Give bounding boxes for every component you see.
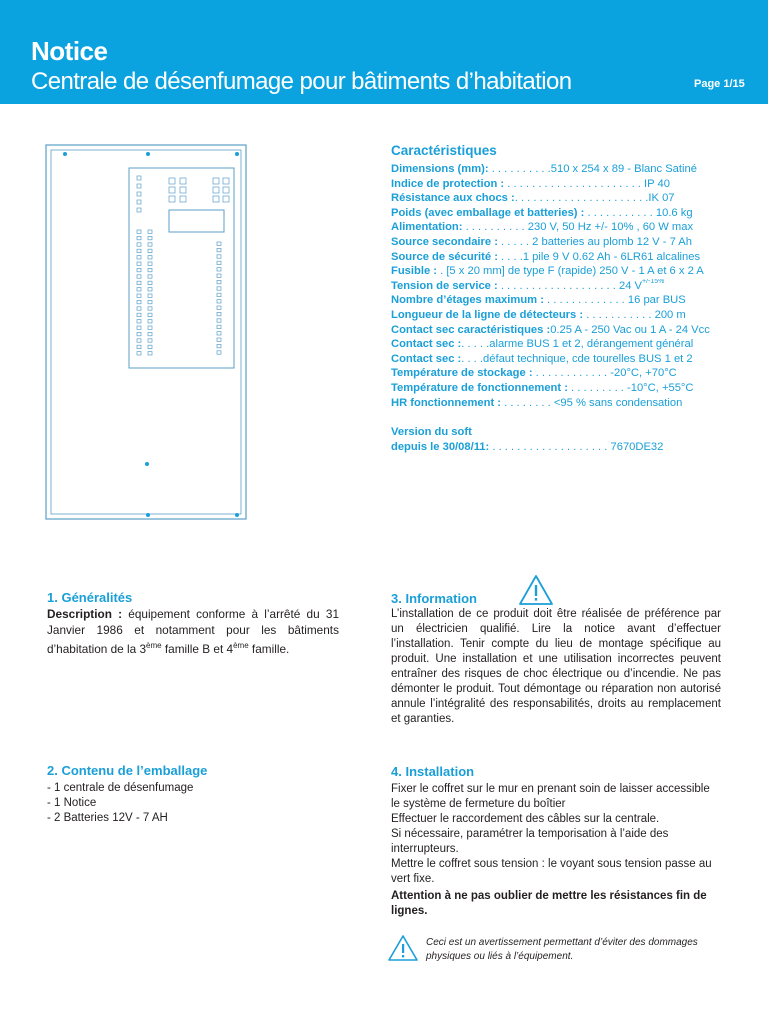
page-number: Page 1/15 [694, 78, 745, 90]
characteristics-heading: Caractéristiques [391, 143, 497, 158]
spec-row [391, 308, 721, 323]
spec-value: -20°C, +70°C [607, 367, 677, 380]
spec-key: Longueur de la ligne de détecteurs : [391, 308, 584, 321]
section-contents-title: 2. Contenu de l’emballage [47, 763, 208, 778]
spec-value: 510 x 254 x 89 - Blanc Satiné [550, 163, 697, 175]
spec-value: [5 x 20 mm] de type F (rapide) 250 V - 1 A et 6 x 2 A [443, 265, 704, 278]
spec-key: Indice de protection : [391, 177, 505, 190]
installation-line: Si nécessaire, paramétrer la temporisation à l’aide des interrupteurs. [391, 828, 669, 855]
spec-value: 200 m [651, 308, 686, 321]
spec-row [391, 381, 721, 396]
section-installation-title: 4. Installation [391, 764, 475, 779]
spec-key: Alimentation: [391, 221, 463, 234]
spec-dots: . . . . [497, 250, 523, 263]
spec-value: 2 batteries au plomb 12 V - 7 Ah [529, 235, 692, 248]
spec-row [391, 264, 721, 279]
installation-text [391, 782, 721, 919]
spec-dots: . . . . . . . . . [567, 381, 624, 394]
description-text: famille B et 4 [161, 641, 234, 656]
spec-key: Source secondaire : [391, 235, 498, 248]
spec-row [391, 396, 721, 411]
spec-value: 24 V [615, 279, 642, 292]
general-description [47, 607, 339, 657]
spec-key: Poids (avec emballage et batteries) : [391, 206, 585, 219]
contents-item: - 1 Notice [47, 797, 97, 809]
contents-item: - 1 centrale de désenfumage [47, 782, 194, 794]
spec-dots: . . . . . . . . . . [462, 221, 525, 234]
spec-dots: . . . . . [461, 338, 490, 351]
spec-value: IK 07 [648, 192, 675, 205]
installation-line: Fixer le coffret sur le mur en prenant soin de laisser accessible le système de fermeture du boîtier [391, 783, 710, 810]
spec-dots: . [437, 265, 444, 278]
spec-row [391, 323, 721, 338]
spec-row [391, 177, 721, 192]
characteristics-list [391, 162, 721, 410]
spec-dots: . . . . . [497, 235, 530, 248]
installation-line: Mettre le coffret sous tension : le voyant sous tension passe au vert fixe. [391, 858, 712, 885]
spec-value: 16 par BUS [624, 294, 686, 307]
installation-warning: Attention à ne pas oublier de mettre les résistances fin de lignes. [391, 890, 707, 917]
soft-version-value: 7670DE32 [610, 441, 664, 453]
spec-dots: . . . . . . . . . . . . [532, 367, 608, 380]
spec-key: Contact sec : [391, 338, 462, 351]
spec-key: Source de sécurité : [391, 250, 498, 263]
spec-row [391, 250, 721, 265]
superscript: ème [146, 641, 162, 650]
spec-value: 0.25 A - 250 Vac ou 1 A - 24 Vcc [550, 323, 710, 336]
soft-dots: . . . . . . . . . . . . . . . . . . . [489, 441, 611, 453]
spec-value: IP 40 [640, 177, 670, 190]
spec-value: -10°C, +55°C [623, 381, 694, 394]
spec-row [391, 162, 721, 177]
spec-dots: . . . . . . . . . . [488, 163, 551, 175]
description-label: Description : [47, 607, 123, 621]
soft-row [391, 440, 721, 455]
spec-key: Nombre d’étages maximum : [391, 294, 544, 307]
spec-row [391, 191, 721, 206]
spec-key: HR fonctionnement : [391, 396, 502, 409]
description-text: équipement conforme à l’arrêté du 31 Janvier 1986 et notamment pour les bâtiments d’habitation de la 3 [47, 607, 339, 656]
soft-label: Version du soft [391, 426, 472, 438]
spec-row [391, 206, 721, 221]
spec-key: Résistance aux chocs : [391, 192, 515, 205]
spec-row [391, 293, 721, 308]
information-text: L’installation de ce produit doit être réalisée de préférence par un électricien qualifié. Lire la notice avant d’effectuer l’installation. Tenir compte du lieu de montage spécifique au produit. Une installation et une utilisation incorrectes peuvent entraîner des risques de choc électrique ou d’incendie. Ne pas démonter le produit. Tout démontage ou réparation non autorisé annule l’intégralité des responsabilités, droits au remplacement et garanties. [391, 608, 721, 725]
spec-key: Dimensions (mm): [391, 163, 489, 175]
spec-dots: . . . . [461, 352, 484, 365]
warning-triangle-icon [387, 934, 419, 962]
spec-key: Contact sec : [391, 352, 462, 365]
spec-value: alarme BUS 1 et 2, dérangement général [489, 338, 694, 351]
installation-line: Effectuer le raccordement des câbles sur la centrale. [391, 813, 660, 825]
spec-row [391, 337, 721, 352]
warning-triangle-icon [518, 574, 554, 606]
software-version [391, 425, 721, 455]
spec-key: Fusible : [391, 265, 437, 278]
spec-superscript: +/-15% [641, 278, 665, 286]
page-subtitle: Centrale de désenfumage pour bâtiments d’habitation [31, 68, 572, 95]
spec-dots: . . . . . . . . [501, 396, 551, 409]
spec-value: 1 pile 9 V 0.62 Ah - 6LR61 alcalines [522, 250, 701, 263]
spec-key: Contact sec caractéristiques : [391, 323, 551, 336]
spec-value: 230 V, 50 Hz +/- 10% , 60 W max [524, 221, 694, 234]
superscript: ème [233, 641, 249, 650]
page-title: Notice [31, 36, 108, 66]
section-information-title: 3. Information [391, 591, 477, 606]
spec-key: Tension de service : [391, 279, 498, 292]
spec-value: <95 % sans condensation [550, 396, 683, 409]
header-band [0, 0, 768, 104]
spec-dots: . . . . . . . . . . . . . . . . . . . [497, 279, 616, 292]
soft-date: depuis le 30/08/11: [391, 441, 490, 453]
spec-row [391, 279, 721, 294]
section-general-title: 1. Généralités [47, 590, 133, 605]
description-text: famille. [248, 641, 290, 656]
spec-row [391, 366, 721, 381]
device-front-panel-drawing [45, 144, 247, 520]
spec-dots: . . . . . . . . . . . . . [543, 294, 625, 307]
spec-key: Température de stockage : [391, 367, 533, 380]
spec-row [391, 235, 721, 250]
spec-value: 10.6 kg [652, 206, 693, 219]
spec-row [391, 220, 721, 235]
spec-value: défaut technique, cde tourelles BUS 1 et 2 [483, 352, 693, 365]
contents-item: - 2 Batteries 12V - 7 AH [47, 812, 168, 824]
spec-row [391, 352, 721, 367]
warning-note: Ceci est un avertissement permettant d’éviter des dommages physiques ou liés à l’équipement. [426, 937, 698, 962]
spec-dots: . . . . . . . . . . . . . . . . . . . . . . [504, 177, 641, 190]
spec-key: Température de fonctionnement : [391, 381, 568, 394]
spec-dots: . . . . . . . . . . . . . . . . . . . . . . [514, 192, 649, 205]
spec-dots: . . . . . . . . . . . [584, 206, 653, 219]
contents-list [47, 781, 337, 826]
spec-dots: . . . . . . . . . . . [583, 308, 652, 321]
